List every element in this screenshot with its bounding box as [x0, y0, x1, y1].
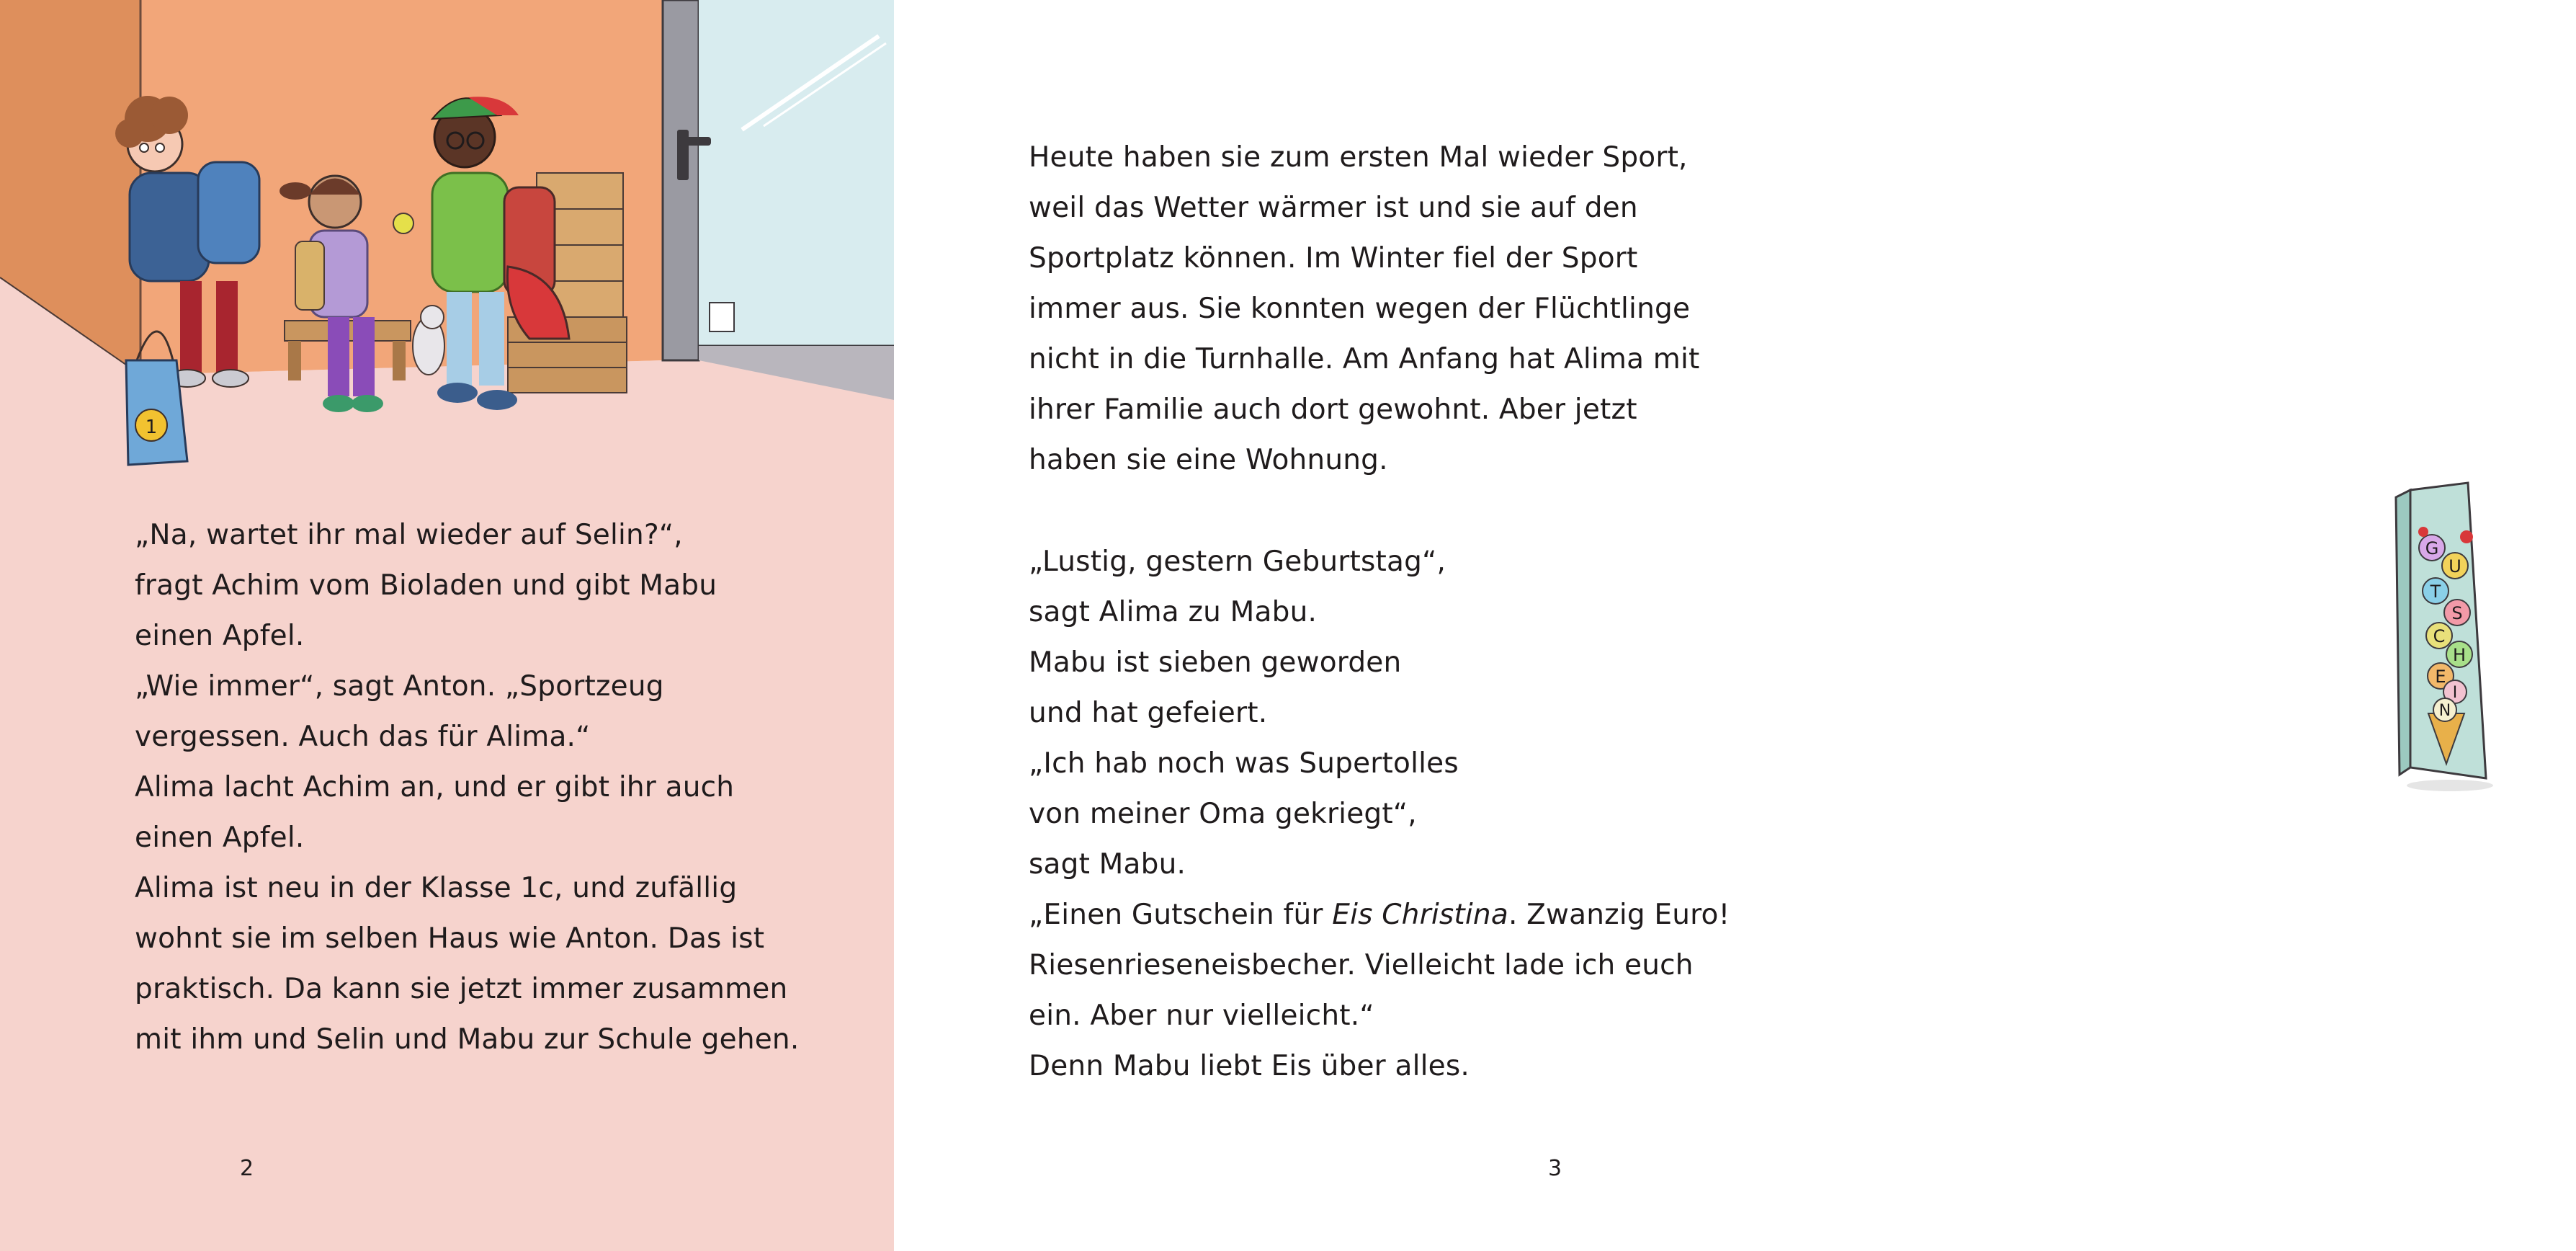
text-line: Sportplatz können. Im Winter fiel der Sport: [1029, 242, 1638, 275]
voucher-text-line: [1029, 890, 1730, 940]
voucher-line-start: „Einen Gutschein für: [1029, 899, 1333, 931]
text-line: weil das Wetter wärmer ist und sie auf den: [1029, 192, 1638, 224]
shop-name: Eis Christina: [1332, 899, 1508, 931]
page-number-right: 3: [1548, 1156, 1562, 1181]
text-line: haben sie eine Wohnung.: [1029, 444, 1388, 476]
voucher-letter: S: [2451, 603, 2463, 623]
text-line: Denn Mabu liebt Eis über alles.: [1029, 1050, 1470, 1082]
strawberry-icon: [2460, 530, 2473, 543]
text-line: einen Apfel.: [135, 620, 305, 652]
text-line: sagt Alima zu Mabu.: [1029, 596, 1318, 628]
text-line: ihrer Familie auch dort gewohnt. Aber jetzt: [1029, 393, 1637, 426]
text-line: Alima lacht Achim an, und er gibt ihr auch: [135, 771, 735, 803]
cherry-icon: [2418, 527, 2428, 537]
text-line: „Wie immer“, sagt Anton. „Sportzeug: [135, 670, 664, 703]
text-line: Riesenrieseneisbecher. Vielleicht lade ich euch: [1029, 949, 1694, 981]
text-line: „Ich hab noch was Supertolles: [1029, 747, 1459, 780]
gym-bag-label: 1: [145, 417, 158, 438]
text-line: fragt Achim vom Bioladen und gibt Mabu: [135, 569, 717, 602]
text-line: und hat gefeiert.: [1029, 697, 1268, 729]
text-line: immer aus. Sie konnten wegen der Flüchtlinge: [1029, 293, 1691, 325]
voucher-letter: G: [2425, 538, 2439, 558]
schoolyard-illustration: [0, 0, 894, 476]
text-line: praktisch. Da kann sie jetzt immer zusammen: [135, 973, 788, 1005]
text-line: von meiner Oma gekriegt“,: [1029, 798, 1417, 830]
text-line: nicht in die Turnhalle. Am Anfang hat Alima mit: [1029, 343, 1700, 375]
right-page-paragraph-2: [1029, 537, 1730, 1092]
apple: [393, 213, 413, 233]
backpack: [198, 162, 259, 263]
door-sticker: [710, 303, 734, 331]
text-line: Mabu ist sieben geworden: [1029, 646, 1402, 679]
text-line: Heute haben sie zum ersten Mal wieder Sport,: [1029, 141, 1688, 174]
voucher-letter: N: [2438, 702, 2451, 720]
voucher-line-end: . Zwanzig Euro!: [1508, 899, 1730, 931]
voucher-letter: U: [2448, 556, 2461, 576]
voucher-letter: E: [2435, 667, 2446, 687]
text-line: einen Apfel.: [135, 822, 305, 854]
voucher-letter: C: [2433, 626, 2446, 646]
text-line: Alima ist neu in der Klasse 1c, und zufällig: [135, 872, 738, 904]
text-line: ein. Aber nur vielleicht.“: [1029, 1000, 1374, 1032]
voucher-letter: I: [2452, 684, 2458, 702]
left-page-text: [135, 510, 799, 1065]
text-line: „Lustig, gestern Geburtstag“,: [1029, 546, 1446, 578]
right-page: [894, 0, 2467, 1251]
text-line: mit ihm und Selin und Mabu zur Schule gehen.: [135, 1023, 800, 1056]
voucher-letter: T: [2430, 582, 2441, 602]
voucher-letter: H: [2452, 645, 2467, 665]
ice-cream-voucher-illustration: [2230, 476, 2576, 793]
text-line: vergessen. Auch das für Alima.“: [135, 721, 591, 753]
text-line: sagt Mabu.: [1029, 848, 1186, 881]
door-glass: [699, 0, 894, 346]
left-page: [0, 0, 894, 1251]
text-line: „Na, wartet ihr mal wieder auf Selin?“,: [135, 519, 683, 551]
text-line: wohnt sie im selben Haus wie Anton. Das ist: [135, 922, 765, 955]
right-page-paragraph-1: [1029, 133, 1700, 486]
page-number-left: 2: [240, 1156, 254, 1181]
